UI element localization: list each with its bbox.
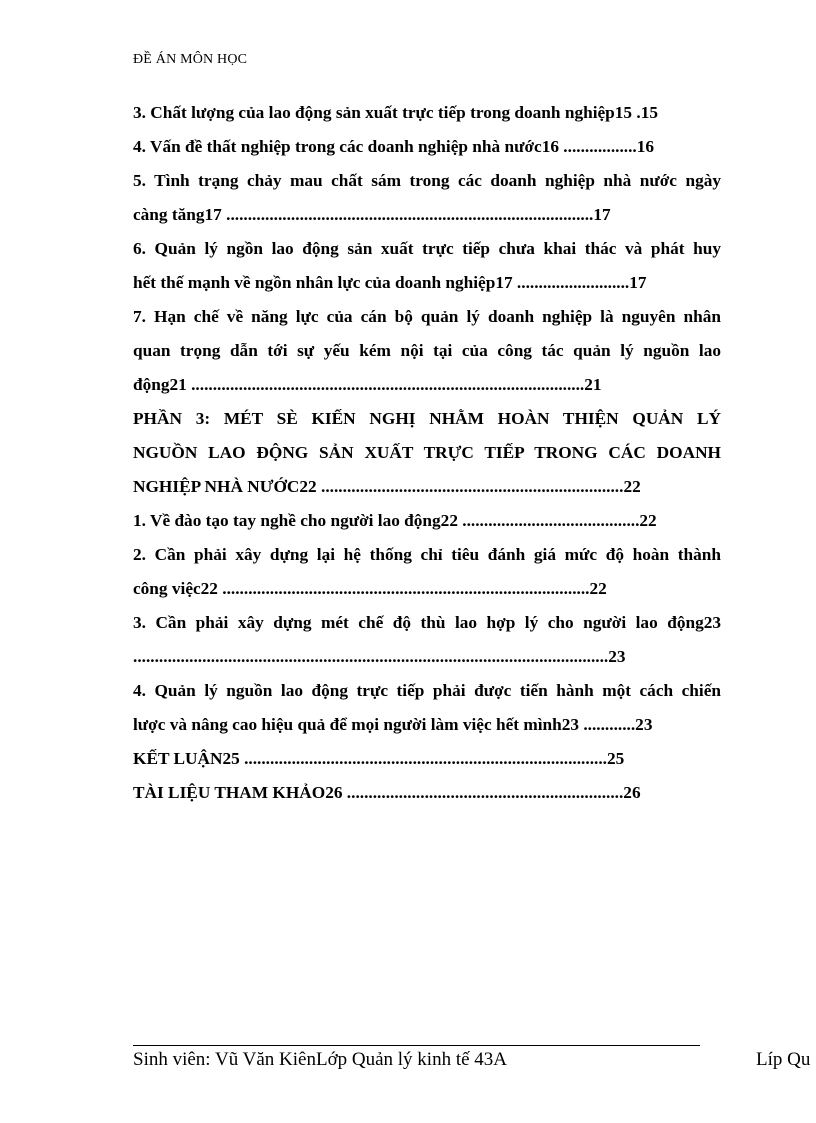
toc-entry-phan-3[interactable]: PHẦN 3: MÉT SÈ KIẾN NGHỊ NHẰM HOÀN THIỆN QUẢN LÝ [133, 409, 721, 428]
toc-entry-quan-ly-ngon[interactable]: 6. Quản lý ngồn lao động sản xuất trực tiếp chưa khai thác và phát huy [133, 239, 721, 258]
toc-entry-phan-3-cont[interactable]: NGUỒN LAO ĐỘNG SẢN XUẤT TRỰC TIẾP TRONG CÁC DOANH [133, 443, 721, 462]
toc-entry-han-che-nang-luc-end[interactable]: động21 ...........................................................................................21 [133, 375, 602, 394]
toc-entry-chay-mau-chat-xam[interactable]: 5. Tình trạng chảy mau chất sám trong các doanh nghiệp nhà nước ngày [133, 171, 721, 190]
toc-entry-tai-lieu[interactable]: TÀI LIỆU THAM KHẢO26 ................................................................26 [133, 783, 641, 802]
toc-entry-that-nghiep[interactable]: 4. Vấn đề thất nghiệp trong các doanh nghiệp nhà nước16 .................16 [133, 137, 655, 156]
toc-entry-ket-luan[interactable]: KẾT LUẬN25 ....................................................................................25 [133, 749, 625, 768]
toc-entry-chi-tieu-danh-gia[interactable]: 2. Cần phải xây dựng lại hệ thống chỉ tiêu đánh giá mức độ hoàn thành [133, 545, 721, 564]
toc-entry-phan-3-end[interactable]: NGHIỆP NHÀ NƯỚC22 ......................................................................22 [133, 477, 641, 496]
toc-entry-han-che-nang-luc[interactable]: 7. Hạn chế về năng lực của cán bộ quản lý doanh nghiệp là nguyên nhân [133, 307, 721, 326]
toc-entry-chay-mau-chat-xam-cont[interactable]: càng tăng17 .....................................................................................17 [133, 205, 611, 224]
toc-entry-dao-tao[interactable]: 1. Về đào tạo tay nghề cho người lao động22 .........................................22 [133, 511, 657, 530]
footer-student-info: Sinh viên: Vũ Văn KiênLớp Quản lý kinh tế 43A [133, 1049, 508, 1070]
toc-entry-quan-ly-ngon-cont[interactable]: hết thế mạnh về ngồn nhân lực của doanh nghiệp17 ..........................17 [133, 273, 647, 292]
toc-entry-chien-luoc-cont[interactable]: lược và nâng cao hiệu quả để mọi người làm việc hết mình23 ............23 [133, 715, 653, 734]
toc-entry-thu-lao[interactable]: 3. Cần phải xây dựng mét chế độ thù lao hợp lý cho người lao động23 [133, 613, 721, 632]
document-header: ĐỀ ÁN MÔN HỌC [133, 52, 248, 67]
footer-divider [133, 1045, 700, 1046]
footer-class-info: Líp Qu [756, 1049, 811, 1070]
toc-entry-chi-tieu-danh-gia-cont[interactable]: công việc22 .....................................................................................22 [133, 579, 607, 598]
table-of-contents [133, 96, 721, 810]
toc-entry-han-che-nang-luc-cont[interactable]: quan trọng dẫn tới sự yếu kém nội tại của công tác quản lý nguồn lao [133, 341, 721, 360]
toc-entry-chien-luoc[interactable]: 4. Quản lý nguồn lao động trực tiếp phải được tiến hành một cách chiến [133, 681, 721, 700]
toc-entry-chat-luong[interactable]: 3. Chất lượng của lao động sản xuất trực tiếp trong doanh nghiệp15 .15 [133, 103, 658, 122]
toc-entry-thu-lao-cont[interactable]: ..............................................................................................................23 [133, 647, 626, 666]
